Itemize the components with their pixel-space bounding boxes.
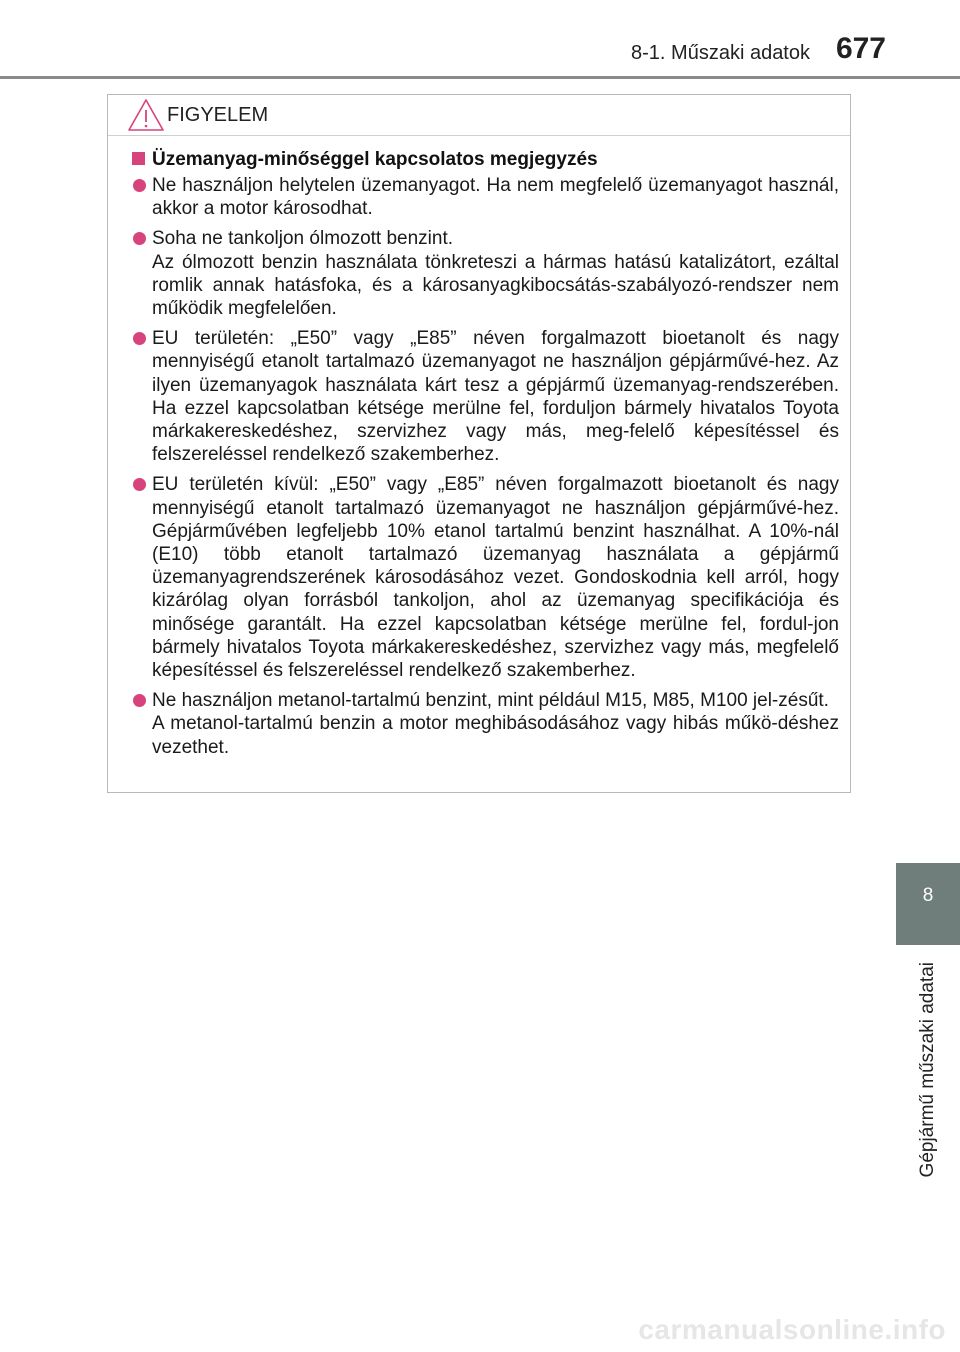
bullet-dot-icon (133, 179, 146, 192)
bullet-dot-icon (133, 232, 146, 245)
header-divider (0, 76, 960, 79)
chapter-label-text: Gépjármű műszaki adatai (917, 962, 938, 1178)
section-title-header: 8-1. Műszaki adatok (631, 42, 810, 64)
list-item (152, 174, 839, 220)
chapter-label (896, 950, 960, 1190)
bullet-dot-icon (133, 332, 146, 345)
heading-text: Üzemanyag-minőséggel kapcsolatos megjegyzés (152, 149, 598, 170)
fuel-quality-heading (132, 148, 850, 171)
list-item-text: EU területén: „E50” vagy „E85” néven forgalmazott bioetanolt és nagy mennyiségű etanolt tartalmazó üzemanyagot ne használjon gépjárművé-hez. Az ilyen üzemanyagok használata kárt tesz a gépjármű üzemanyag-rendszerében. Ha ezzel kapcsolatban kétsége merülne fel, forduljon bármely hivatalos Toyota márkakereskedéshez, szervizhez vagy más, meg-felelő képesítéssel és felszereléssel rendelkező szakemberhez. (152, 328, 839, 466)
warning-list (108, 174, 850, 759)
warning-body (108, 148, 850, 759)
list-item-text: Ne használjon helytelen üzemanyagot. Ha nem megfelelő üzemanyagot használ, akkor a motor károsodhat. (152, 175, 839, 220)
list-item (152, 689, 839, 759)
warning-header (108, 95, 850, 136)
list-item-text: EU területén kívül: „E50” vagy „E85” néven forgalmazott bioetanolt és nagy mennyiségű etanolt tartalmazó üzemanyagot ne használjon gépjárművé-hez. Gépjárművében legfeljebb 10% etanol tartalmú benzint használhat. A 10%-nál (E10) több etanolt tartalmazó üzemanyag használata a gépjármű üzemanyagrendszerének károsodásához vezet. Gondoskodnia kell arról, hogy kizárólag olyan forrásból tankoljon, ahol az üzemanyag specifikációja és minősége garantált. Ha ezzel kapcsolatban kétsége merülne fel, fordul-jon bármely hivatalos Toyota márkakereskedéshez, szervizhez vagy más, megfelelő képesítéssel és felszereléssel rendelkező szakemberhez. (152, 474, 839, 682)
watermark: carmanualsonline.info (638, 1314, 946, 1345)
list-item-text: Ne használjon metanol-tartalmú benzint, mint például M15, M85, M100 jel-zésűt. (152, 690, 829, 712)
list-item-text: Soha ne tankoljon ólmozott benzint. (152, 228, 454, 250)
chapter-number: 8 (922, 885, 934, 906)
list-item (152, 227, 839, 320)
warning-triangle-icon (127, 98, 165, 132)
square-bullet-icon (132, 152, 145, 165)
bullet-dot-icon (133, 478, 146, 491)
bullet-dot-icon (133, 694, 146, 707)
page-number: 677 (835, 32, 886, 65)
list-item (152, 327, 839, 466)
list-item (152, 473, 839, 682)
warning-box (107, 94, 851, 793)
list-item-text: Az ólmozott benzin használata tönkreteszi a hármas hatású katalizátort, ezáltal romlik annak hatásfoka, és a károsanyagkibocsátás-szabályozó-rendszer nem működik megfelelően. (152, 251, 839, 320)
chapter-tab[interactable] (896, 863, 960, 945)
warning-label: FIGYELEM (167, 104, 269, 126)
list-item-text: A metanol-tartalmú benzin a motor meghibásodásához vagy hibás műkö-déshez vezethet. (152, 713, 839, 758)
